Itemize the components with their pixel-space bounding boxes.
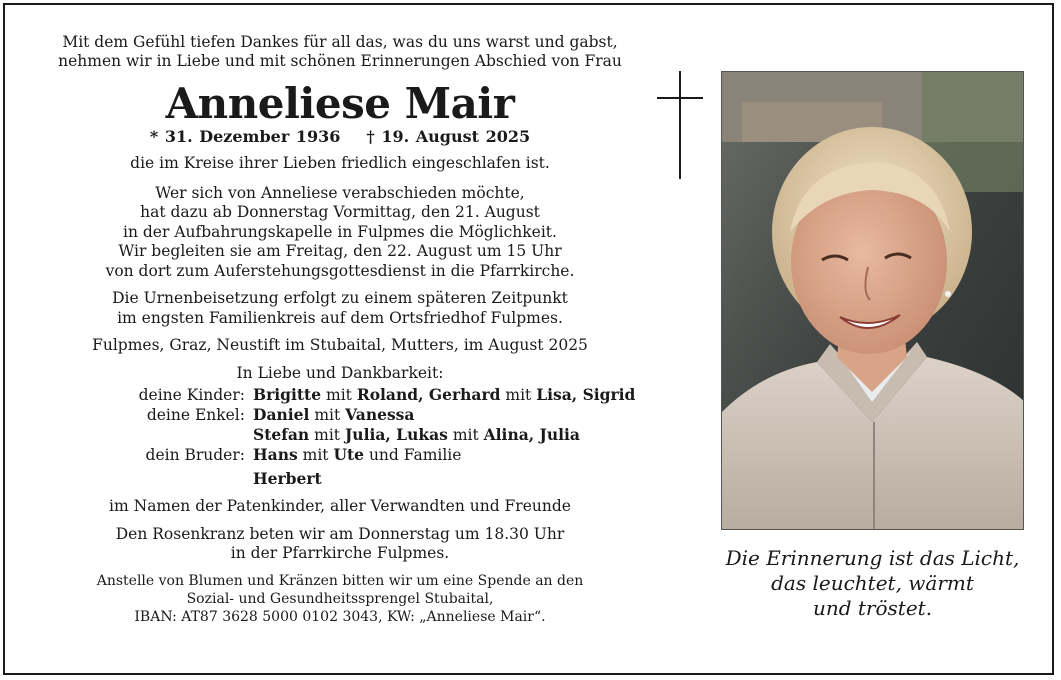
godchildren-text: im Namen der Patenkinder, aller Verwandten und Freunde [109, 497, 571, 515]
place-date: Fulpmes, Graz, Neustift im Stubaital, Mutters, im August 2025 [92, 336, 588, 354]
deceased-name: Anneliese Mair [165, 79, 515, 128]
death-date: † 19. August 2025 [366, 127, 531, 146]
family-row-grandchildren-2: Stefan mit Julia, Lukas mit Alina, Julia [253, 425, 580, 444]
birth-date: * 31. Dezember 1936 [149, 127, 341, 146]
family-row-brother: dein Bruder: Hans mit Ute und Familie [145, 445, 462, 464]
donation-text: Anstelle von Blumen und Kränzen bitten wir um eine Spende an den Sozial- und Gesundheitssprengel Stubaital, IBAN: AT87 3628 5000 0102 3043, KW: „Anneliese Mair“. [96, 572, 584, 625]
farewell-text: Wer sich von Anneliese verabschieden möchte, hat dazu ab Donnerstag Vormittag, den 21. August in der Aufbahrungskapelle in Fulpmes die Möglichkeit. Wir begleiten sie am Freitag, den 22. August um 15 Uhr von dort zum Auferstehungsgottesdienst in die Pfarrkirche. [105, 183, 575, 280]
rosary-text: Den Rosenkranz beten wir am Donnerstag um 18.30 Uhr in der Pfarrkirche Fulpmes. [115, 524, 565, 562]
life-dates [25, 127, 655, 146]
family-row-children: deine Kinder: Brigitte mit Roland, Gerhard mit Lisa, Sigrid [138, 385, 636, 404]
family-list [25, 385, 655, 489]
cross-icon [657, 71, 703, 179]
family-row-extra: Herbert [253, 469, 322, 488]
obituary-card [3, 3, 1054, 675]
family-row-grandchildren: deine Enkel: Daniel mit Vanessa [146, 405, 415, 424]
obituary-text [25, 33, 655, 626]
intro-text: Mit dem Gefühl tiefen Dankes für all das, was du uns warst und gabst, nehmen wir in Liebe und mit schönen Erinnerungen Abschied von Frau [58, 33, 622, 70]
memorial-quote: Die Erinnerung ist das Licht, das leuchtet, wärmt und tröstet. [725, 546, 1020, 620]
portrait-illustration [722, 72, 1024, 530]
portrait-photo [721, 71, 1024, 530]
passed-text: die im Kreise ihrer Lieben friedlich eingeschlafen ist. [130, 154, 550, 172]
family-heading: In Liebe und Dankbarkeit: [236, 363, 444, 382]
urn-burial-text: Die Urnenbeisetzung erfolgt zu einem späteren Zeitpunkt im engsten Familienkreis auf dem Ortsfriedhof Fulpmes. [112, 289, 568, 327]
